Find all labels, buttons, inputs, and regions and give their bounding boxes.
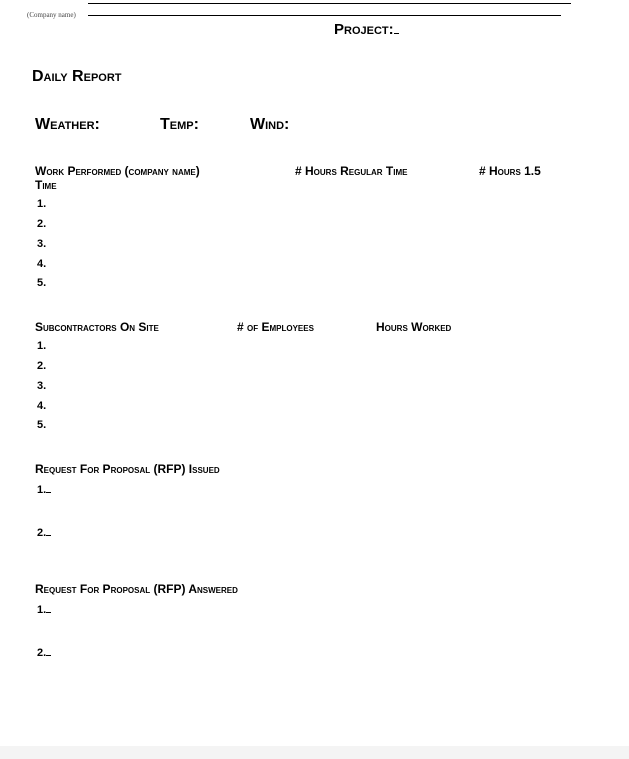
work-item-2: 2. — [37, 218, 47, 230]
hours-overtime-header-cont: Time — [35, 178, 57, 192]
employees-header: # of Employees — [237, 320, 314, 334]
rfp-issued-item-1[interactable] — [37, 482, 51, 496]
work-item-4: 4. — [37, 258, 47, 270]
sub-item-2: 2. — [37, 360, 47, 372]
page-bottom-edge — [0, 746, 629, 759]
top-rule — [88, 3, 571, 4]
page-title: Daily Report — [32, 68, 122, 85]
hours-worked-header: Hours Worked — [376, 320, 452, 334]
header-rule — [88, 15, 561, 16]
company-name: (Company name) — [27, 11, 76, 19]
wind-label: Wind: — [250, 116, 290, 133]
rfp-answered-header: Request For Proposal (RFP) Answered — [35, 582, 238, 596]
rfp-answered-item-2-label: 2. — [37, 647, 47, 659]
rfp-issued-header: Request For Proposal (RFP) Issued — [35, 462, 220, 476]
project-label: Project: — [334, 21, 394, 38]
project-blank[interactable] — [394, 21, 399, 34]
sub-item-1: 1. — [37, 340, 47, 352]
rfp-answered-item-1-label: 1. — [37, 604, 47, 616]
subcontractors-header: Subcontractors On Site — [35, 320, 159, 334]
work-performed-header: Work Performed (company name) — [35, 164, 200, 178]
rfp-answered-item-2-blank[interactable] — [46, 645, 51, 656]
rfp-issued-item-1-blank[interactable] — [46, 482, 51, 493]
sub-item-3: 3. — [37, 380, 47, 392]
work-item-5: 5. — [37, 277, 47, 289]
rfp-issued-item-2[interactable] — [37, 525, 51, 539]
sub-item-5: 5. — [37, 419, 47, 431]
rfp-issued-item-2-blank[interactable] — [46, 525, 51, 536]
rfp-answered-item-2[interactable] — [37, 645, 51, 659]
sub-item-4: 4. — [37, 400, 47, 412]
project-field[interactable] — [334, 21, 399, 38]
hours-overtime-header: # Hours 1.5 — [479, 164, 541, 178]
temp-label: Temp: — [160, 116, 199, 133]
work-item-1: 1. — [37, 198, 47, 210]
weather-label: Weather: — [35, 116, 100, 133]
hours-regular-header: # Hours Regular Time — [295, 164, 408, 178]
rfp-answered-item-1-blank[interactable] — [46, 602, 51, 613]
rfp-issued-item-2-label: 2. — [37, 527, 47, 539]
work-item-3: 3. — [37, 238, 47, 250]
rfp-issued-item-1-label: 1. — [37, 484, 47, 496]
rfp-answered-item-1[interactable] — [37, 602, 51, 616]
